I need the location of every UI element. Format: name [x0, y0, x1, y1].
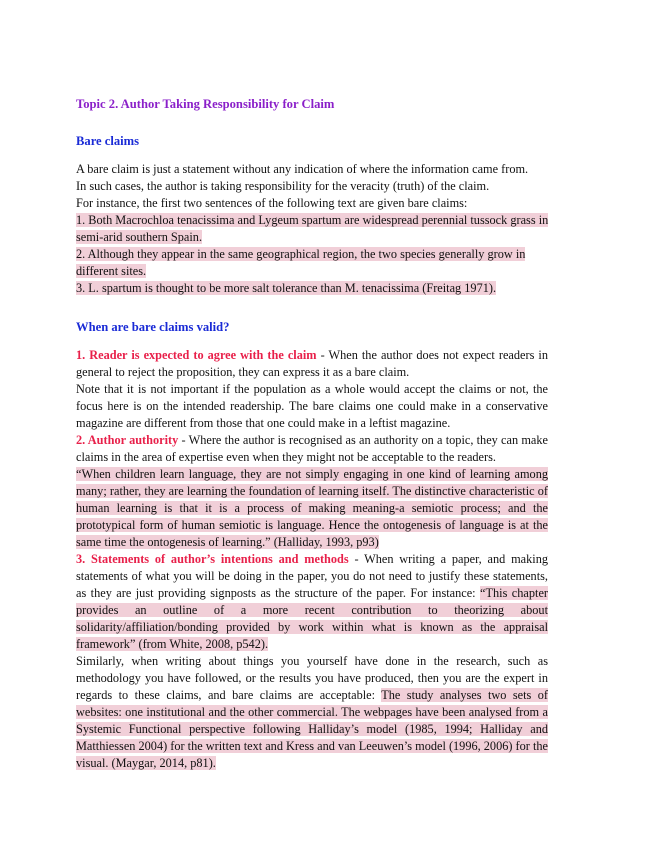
example-line: 3. L. spartum is thought to be more salt tolerance than M. tenacissima (Freitag 1971). — [76, 281, 497, 295]
point-2 — [76, 432, 548, 466]
bare-claims-heading: Bare claims — [76, 134, 140, 148]
halliday-quote: “When children learn language, they are not simply engaging in one kind of learning among many; rather, they are learning the foundation of learning itself. The distinctive characteristic of human learning is that it is a process of making meaning-a semiotic process; and the prototypical form of human semiotic is language. Hence the ontogenesis of language is at the same time the ontogenesis of learning.” (Halliday, 1993, p93) — [76, 467, 548, 549]
white-quote: “This chapter provides an outline of a more recent contribution to theorizing about solidarity/affiliation/bonding provided by work within what is known as the appraisal framework” (from White, 2008, p542). — [76, 586, 548, 651]
intro-line: A bare claim is just a statement without any indication of where the information came from. — [76, 162, 529, 176]
point-1 — [76, 347, 548, 381]
example-line: 1. Both Macrochloa tenacissima and Lygeum spartum are widespread perennial tussock grass in — [76, 213, 549, 227]
intro-line: For instance, the first two sentences of the following text are given bare claims: — [76, 196, 468, 210]
point-3-label: 3. Statements of author’s intentions and methods — [76, 552, 349, 566]
topic-title: Topic 2. Author Taking Responsibility for Claim — [76, 97, 335, 111]
point-3 — [76, 551, 548, 653]
point-3-text: - When writing a paper, and making statements of what you will be doing in the paper, you do not need to justify these statements, as they are just providing signposts as the structure of the paper. For instance: — [76, 552, 548, 600]
point-2-label: 2. Author authority — [76, 433, 179, 447]
valid-claims-heading: When are bare claims valid? — [76, 320, 230, 334]
intro-line: In such cases, the author is taking responsibility for the veracity (truth) of the claim. — [76, 179, 490, 193]
point-1-label: 1. Reader is expected to agree with the claim — [76, 348, 317, 362]
similarly-paragraph — [76, 653, 548, 772]
maygar-quote: The study analyses two sets of websites: one institutional and the other commercial. The webpages have been analysed from a Systemic Functional perspective following Halliday’s model (1985, 1994; Halliday and Matthiessen 2004) for the written text and Kress and van Leeuwen’s model (1996, 2006) for the visual. (Maygar, 2014, p81). — [76, 688, 548, 770]
example-line: different sites. — [76, 264, 147, 278]
similarly-text: Similarly, when writing about things you yourself have done in the research, such as methodology you have followed, or the results you have produced, then you are the expert in regards to these claims, and bare claims are acceptable: — [76, 654, 548, 702]
point-1-text: - When the author does not expect readers in general to reject the proposition, they can express it as a bare claim. — [76, 348, 548, 379]
example-line: 2. Although they appear in the same geographical region, the two species generally grow in — [76, 247, 526, 261]
point-2-text: - Where the author is recognised as an authority on a topic, they can make claims in the area of expertise even when they might not be acceptable to the readers. — [76, 433, 548, 464]
document-page — [76, 96, 548, 772]
example-line: semi-arid southern Spain. — [76, 230, 203, 244]
note-paragraph: Note that it is not important if the population as a whole would accept the claims or not, the focus here is on the intended readership. The bare claims one could make in a conservative magazine are different from those that one could make in a leftist magazine. — [76, 382, 548, 430]
